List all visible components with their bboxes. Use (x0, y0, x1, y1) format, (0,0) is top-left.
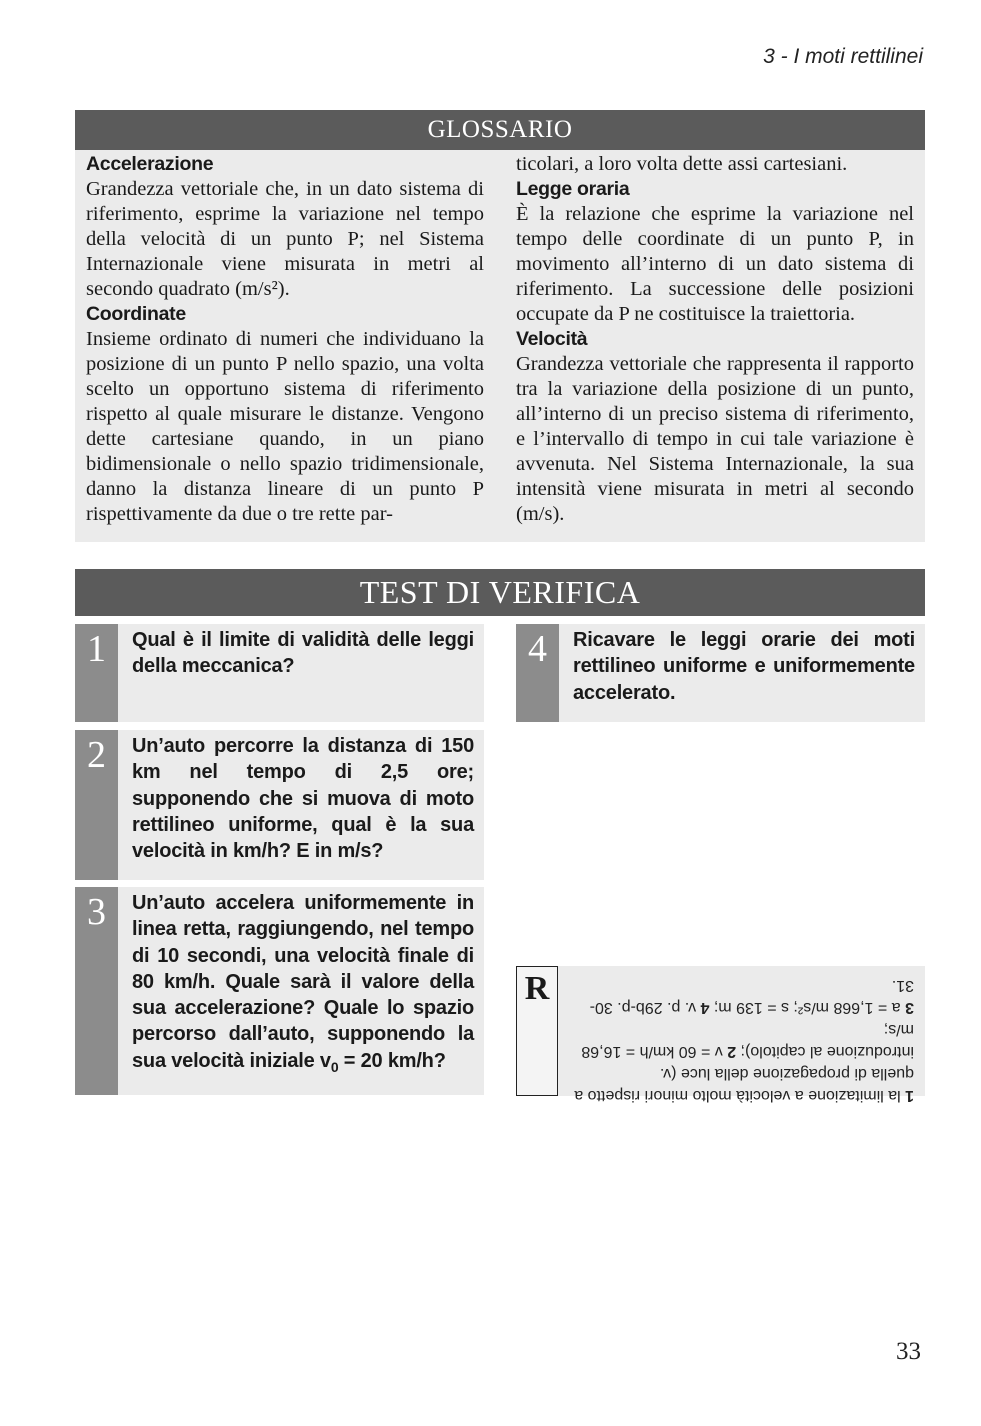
question-text: Ricavare le leggi orarie dei moti rettilineo uniforme e uniformemente accelerato. (573, 629, 915, 704)
glossary-term: Velocità (516, 328, 588, 350)
glossary-title: GLOSSARIO (75, 110, 925, 150)
question-number: 2 (75, 730, 118, 880)
question-text: Qual è il limite di validità delle leggi della meccanica? (132, 629, 474, 678)
glossary-term: Coordinate (86, 303, 186, 325)
answer-number: 2 (727, 1043, 737, 1060)
question-text: Un’auto percorre la distanza di 150 km nel tempo di 2,5 ore; supponendo che si muova di moto rettilineo uniforme, qual è la sua velocità in km/h? E in m/s? (132, 735, 474, 863)
glossary-definition: Insieme ordinato di numeri che individuano la posizione di un punto P nello spazio, una volta scelto un opportuno sistema di riferimento rispetto al quale misurare le distanze. Vengono dette cartesiane quando, in un piano bidimensionale o nello spazio tridimensionale, danno la distanza lineare di un punto P rispettivamente da due o tre rette par- (86, 328, 484, 525)
answer-text: v = 60 km/h = 16,68 m/s; (581, 1021, 914, 1060)
question-card (75, 624, 484, 722)
glossary-definition: ticolari, a loro volta dette assi cartesiani. (516, 153, 848, 175)
glossary-column-right (516, 152, 914, 527)
glossary-term: Legge oraria (516, 178, 630, 200)
question-text-end: = 20 km/h? (338, 1049, 446, 1072)
answer-number: 3 (905, 999, 914, 1016)
answer-text: la limitazione a velocità molto minori rispetto a quella di propagazione della luce (v. introduzione al capitolo); (574, 1043, 914, 1104)
answers-text-upside-down (574, 974, 914, 1106)
glossary-column-left (86, 152, 484, 527)
question-text (132, 890, 474, 1080)
glossary-definition: È la relazione che esprime la variazione nel tempo delle coordinate di un punto P, in movimento all’interno di un dato sistema di riferimento. La successione delle posizioni occupate da P ne costituisce la traiettoria. (516, 203, 914, 325)
question-card (75, 730, 484, 880)
glossary-box (75, 150, 925, 542)
question-text-main: Un’auto accelera uniformemente in linea retta, raggiungendo, nel tempo di 10 secondi, una velocità finale di 80 km/h. Quale sarà il valore della sua accelerazione? Quale lo spazio percorso dall’auto, supponendo la sua velocità iniziale v (132, 892, 474, 1072)
question-number: 1 (75, 624, 118, 722)
glossary-definition: Grandezza vettoriale che rappresenta il rapporto tra la variazione della posizione di un punto, all’interno di un preciso sistema di riferimento, e l’intervallo di tempo in cui tale variazione è avvenuta. Nel Sistema Internazionale, la sua intensità viene misurata in metri al secondo (m/s). (516, 353, 914, 525)
test-title: TEST DI VERIFICA (75, 569, 925, 616)
glossary-definition: Grandezza vettoriale che, in un dato sistema di riferimento, esprime la variazione nel tempo della velocità di un punto P; nel Sistema Internazionale viene misurata in metri al secondo quadrato (m/s²). (86, 178, 484, 300)
answer-text: v. p. 29b-p. 30-31. (589, 977, 914, 1016)
answer-text: a = 1,668 m/s²; s = 139 m; (709, 999, 906, 1016)
question-number: 4 (516, 624, 559, 722)
answers-label: R (516, 966, 558, 1096)
running-head: 3 - I moti rettilinei (763, 45, 923, 68)
question-card (516, 624, 925, 722)
subscript: 0 (330, 1058, 339, 1075)
answer-number: 1 (905, 1087, 914, 1104)
question-number: 3 (75, 887, 118, 1095)
question-card (75, 887, 484, 1095)
answer-number: 4 (700, 999, 710, 1016)
page-number: 33 (896, 1338, 921, 1365)
answers-box (516, 966, 925, 1104)
glossary-term: Accelerazione (86, 153, 214, 175)
